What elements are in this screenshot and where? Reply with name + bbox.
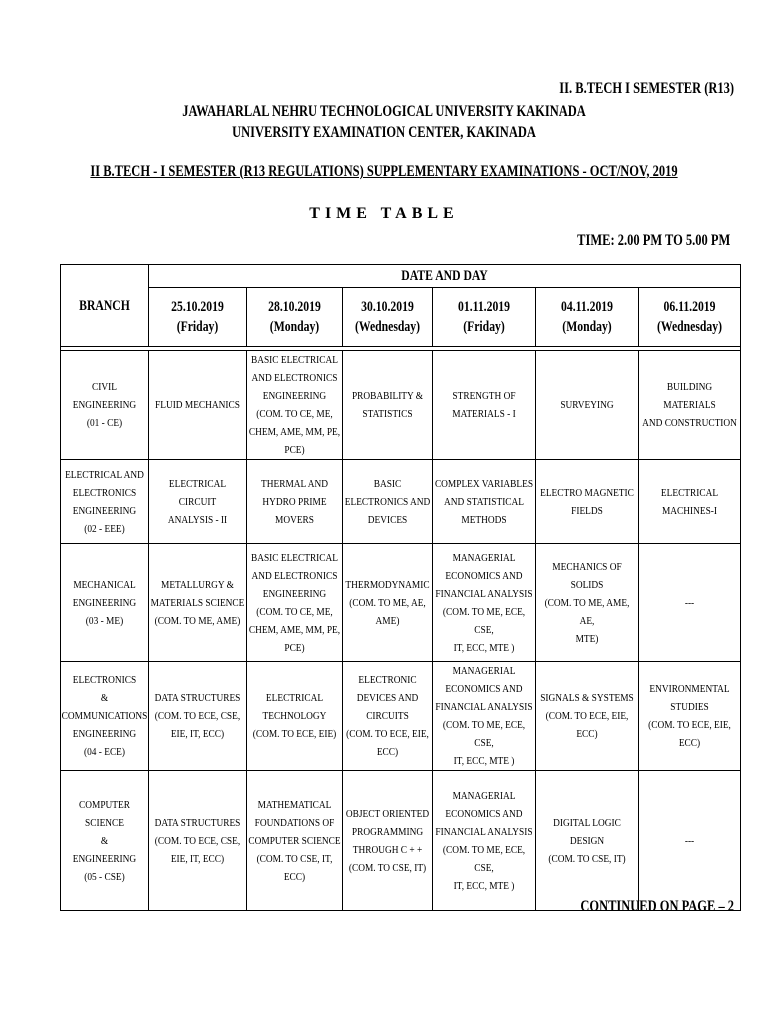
- branch-name: CIVIL ENGINEERING (01 - CE): [72, 381, 137, 429]
- subject-name: THERMAL AND HYDRO PRIME MOVERS: [261, 477, 328, 526]
- date-text: 30.10.2019: [361, 299, 414, 315]
- subject-name: BASIC ELECTRICAL AND ELECTRONICS ENGINEERING (COM. TO CE, ME, CHEM, AME, MM, PE, PCE): [248, 551, 341, 654]
- date-text: 04.11.2019: [560, 299, 614, 315]
- subject-cell: [536, 662, 639, 771]
- branch-name: MECHANICAL ENGINEERING (03 - ME): [72, 578, 137, 627]
- subject-name: MATHEMATICAL FOUNDATIONS OF COMPUTER SCIENCE (COM. TO CSE, IT, ECC): [248, 798, 341, 883]
- date-header: [343, 288, 433, 347]
- timetable: [60, 264, 741, 911]
- subject-cell: [343, 460, 433, 544]
- day-text: (Wednesday): [656, 319, 723, 335]
- subject-cell: [433, 662, 536, 771]
- document-code: II. B.TECH I SEMESTER (R13): [559, 80, 734, 97]
- date-text: 25.10.2019: [171, 299, 224, 315]
- subject-cell: [433, 544, 536, 662]
- subject-name: BUILDING MATERIALS AND CONSTRUCTION: [642, 381, 737, 429]
- subject-name: THERMODYNAMIC (COM. TO ME, AE, AME): [345, 578, 430, 627]
- branch-cell: [61, 771, 149, 911]
- subject-cell: [343, 351, 433, 460]
- subject-name: ENVIRONMENTAL STUDIES (COM. TO ECE, EIE, ECC): [648, 683, 731, 749]
- subject-cell: [247, 771, 343, 911]
- date-header: [149, 288, 247, 347]
- subject-cell: [343, 544, 433, 662]
- subject-name: ELECTRO MAGNETIC FIELDS: [540, 486, 634, 517]
- subject-name: PROBABILITY & STATISTICS: [351, 390, 424, 420]
- subject-cell: [343, 662, 433, 771]
- date-header: [536, 288, 639, 347]
- table-row: [61, 351, 741, 460]
- subject-cell: [149, 771, 247, 911]
- subject-cell: [639, 351, 741, 460]
- subject-name: SURVEYING: [560, 399, 614, 411]
- subject-cell: [536, 460, 639, 544]
- examination-center: [0, 124, 768, 142]
- date-header: [639, 288, 741, 347]
- university-name: [0, 103, 768, 121]
- subject-name: DIGITAL LOGIC DESIGN (COM. TO CSE, IT): [548, 816, 626, 865]
- subject-name: OBJECT ORIENTED PROGRAMMING THROUGH C + + (COM. TO CSE, IT): [345, 807, 430, 874]
- subject-name: MANAGERIAL ECONOMICS AND FINANCIAL ANALYSIS (COM. TO ME, ECE, CSE, IT, ECC, MTE ): [435, 551, 533, 654]
- subject-cell: [433, 460, 536, 544]
- subject-cell: [433, 351, 536, 460]
- day-text: (Friday): [463, 319, 505, 335]
- branch-cell: [61, 460, 149, 544]
- subject-name: SIGNALS & SYSTEMS (COM. TO ECE, EIE, ECC): [540, 692, 634, 740]
- examination-center-text: UNIVERSITY EXAMINATION CENTER, KAKINADA: [232, 124, 536, 141]
- day-text: (Monday): [269, 319, 320, 335]
- subject-cell: [247, 662, 343, 771]
- subject-cell: [247, 351, 343, 460]
- branch-cell: [61, 351, 149, 460]
- subject-name: COMPLEX VARIABLES AND STATISTICAL METHODS: [434, 477, 534, 526]
- subject-cell: [247, 460, 343, 544]
- timetable-heading: TIME TABLE: [309, 205, 459, 222]
- date-text: 01.11.2019: [457, 299, 511, 315]
- table-row: [61, 460, 741, 544]
- subject-name: ---: [684, 834, 695, 847]
- branch-header-cell: [61, 265, 149, 347]
- subject-cell: [149, 460, 247, 544]
- subject-cell: [639, 544, 741, 662]
- branch-cell: [61, 544, 149, 662]
- exam-time: TIME: 2.00 PM TO 5.00 PM: [576, 232, 730, 249]
- subject-cell: [639, 662, 741, 771]
- subject-name: BASIC ELECTRONICS AND DEVICES: [344, 477, 431, 526]
- subject-name: METALLURGY & MATERIALS SCIENCE (COM. TO ME, AME): [150, 578, 245, 627]
- header-row-date-day: [61, 265, 741, 288]
- header-row-dates: [61, 288, 741, 347]
- subject-name: MANAGERIAL ECONOMICS AND FINANCIAL ANALYSIS (COM. TO ME, ECE, CSE, IT, ECC, MTE ): [435, 665, 533, 767]
- day-text: (Wednesday): [354, 319, 421, 335]
- date-header: [247, 288, 343, 347]
- day-text: (Friday): [176, 319, 219, 335]
- table-row: [61, 662, 741, 771]
- subject-cell: [343, 771, 433, 911]
- subject-name: ELECTRICAL TECHNOLOGY (COM. TO ECE, EIE): [252, 692, 337, 740]
- subject-cell: [149, 662, 247, 771]
- subject-name: MECHANICS OF SOLIDS (COM. TO ME, AME, AE, MTE): [544, 560, 630, 645]
- subject-cell: [433, 771, 536, 911]
- branch-header: BRANCH: [79, 297, 130, 314]
- subject-name: MANAGERIAL ECONOMICS AND FINANCIAL ANALYSIS (COM. TO ME, ECE, CSE, IT, ECC, MTE ): [435, 789, 533, 892]
- subject-name: FLUID MECHANICS: [155, 399, 240, 411]
- table-row: [61, 771, 741, 911]
- subject-cell: [149, 351, 247, 460]
- subject-name: STRENGTH OF MATERIALS - I: [452, 390, 516, 420]
- date-text: 28.10.2019: [268, 299, 321, 315]
- subject-cell: [247, 544, 343, 662]
- date-day-header-cell: [149, 265, 741, 288]
- branch-cell: [61, 662, 149, 771]
- subject-name: ELECTRICAL CIRCUIT ANALYSIS - II: [167, 477, 228, 526]
- subject-name: ELECTRONIC DEVICES AND CIRCUITS (COM. TO ECE, EIE, ECC): [346, 674, 429, 758]
- subject-cell: [149, 544, 247, 662]
- continued-note: CONTINUED ON PAGE – 2: [580, 898, 734, 915]
- branch-name: COMPUTER SCIENCE & ENGINEERING (05 - CSE): [72, 798, 137, 883]
- day-text: (Monday): [562, 319, 612, 335]
- table-row: [61, 544, 741, 662]
- date-text: 06.11.2019: [663, 299, 716, 315]
- subject-name: ELECTRICAL MACHINES-I: [660, 486, 719, 517]
- subject-cell: [639, 771, 741, 911]
- subject-cell: [536, 351, 639, 460]
- date-day-header: DATE AND DAY: [401, 268, 488, 284]
- subject-name: ---: [684, 596, 695, 609]
- date-header: [433, 288, 536, 347]
- subject-cell: [536, 771, 639, 911]
- subject-cell: [536, 544, 639, 662]
- subject-name: DATA STRUCTURES (COM. TO ECE, CSE, EIE, IT, ECC): [154, 692, 241, 740]
- exam-title-text: II B.TECH - I SEMESTER (R13 REGULATIONS) SUPPLEMENTARY EXAMINATIONS - OCT/NOV, 2019: [90, 163, 678, 180]
- university-name-text: JAWAHARLAL NEHRU TECHNOLOGICAL UNIVERSITY KAKINADA: [182, 103, 586, 120]
- subject-name: DATA STRUCTURES (COM. TO ECE, CSE, EIE, IT, ECC): [154, 816, 241, 865]
- branch-name: ELECTRICAL AND ELECTRONICS ENGINEERING (02 - EEE): [65, 468, 144, 535]
- branch-name: ELECTRONICS & COMMUNICATIONS ENGINEERING (04 - ECE): [61, 674, 148, 758]
- subject-name: BASIC ELECTRICAL AND ELECTRONICS ENGINEERING (COM. TO CE, ME, CHEM, AME, MM, PE, PCE): [248, 354, 341, 456]
- exam-title: [0, 163, 768, 181]
- subject-cell: [639, 460, 741, 544]
